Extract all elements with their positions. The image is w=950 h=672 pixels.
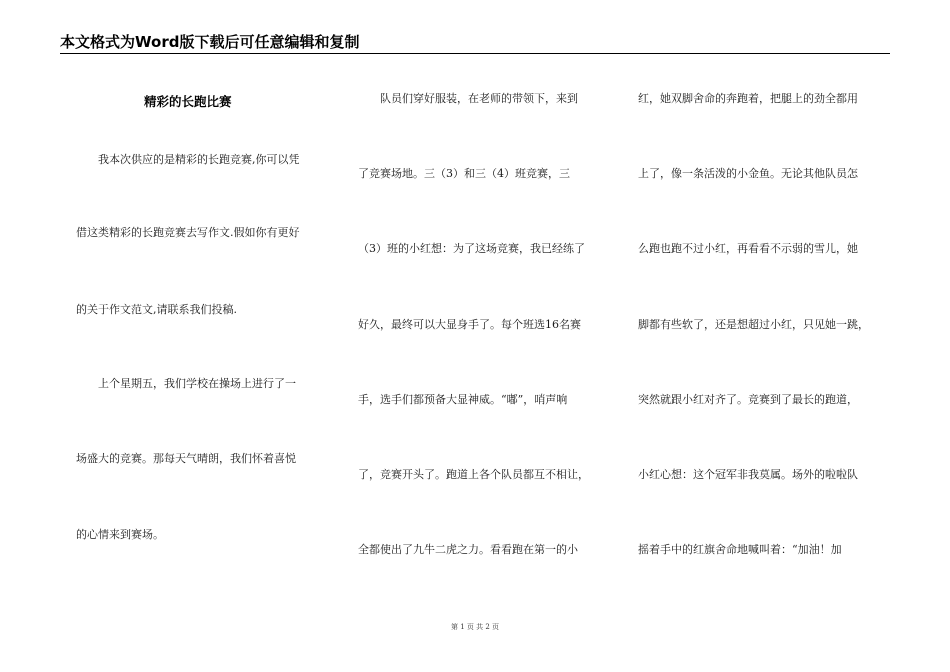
column-3-line: 突然就跟小红对齐了。竞赛到了最长的跑道， (638, 393, 858, 406)
column-2-line: 全都使出了九牛二虎之力。看看跑在第一的小 (358, 543, 578, 556)
column-1-line: 的心情来到赛场。 (76, 528, 164, 541)
column-1-line: 借这类精彩的长跑竞赛去写作文.假如你有更好 (76, 226, 300, 239)
column-3-line: 脚都有些软了，还是想超过小红，只见她一跳， (638, 318, 869, 331)
column-1-line: 我本次供应的是精彩的长跑竞赛,你可以凭 (98, 153, 300, 166)
page-footer (0, 622, 950, 632)
column-1-line: 上个星期五，我们学校在操场上进行了一 (98, 377, 296, 390)
column-3-line: 么跑也跑不过小红，再看看不示弱的雪儿，她 (638, 242, 858, 255)
column-3-line: 红，她双脚舍命的奔跑着，把腿上的劲全都用 (638, 92, 858, 105)
column-2-line: 了竞赛场地。三（3）和三（4）班竞赛，三 (358, 167, 570, 180)
column-1-line: 场盛大的竞赛。那每天气晴朗，我们怀着喜悦 (76, 452, 296, 465)
column-3-line: 上了，像一条活泼的小金鱼。无论其他队员怎 (638, 167, 858, 180)
column-1-line: 的关于作文范文,请联系我们投稿. (76, 303, 237, 316)
column-2-line: （3）班的小红想：为了这场竞赛，我已经练了 (358, 242, 585, 255)
column-2-line: 了，竞赛开头了。跑道上各个队员都互不相让， (358, 468, 589, 481)
text-column-3 (638, 0, 888, 672)
column-2-line: 好久，最终可以大显身手了。每个班选16名赛 (358, 318, 581, 331)
column-2-line: 队员们穿好服装，在老师的带领下，来到 (380, 92, 578, 105)
page-indicator: 第 1 页 共 2 页 (450, 623, 500, 631)
column-3-line: 摇着手中的红旗舍命地喊叫着：“加油！加 (638, 543, 842, 556)
column-3-line: 小红心想：这个冠军非我莫属。场外的啦啦队 (638, 468, 858, 481)
text-column-2 (358, 0, 608, 672)
text-column-1 (76, 0, 326, 672)
header-text: 本文格式为Word版下载后可任意编辑和复制 (60, 33, 360, 51)
column-2-line: 手，选手们都预备大显神威。“嘟”，哨声响 (358, 393, 568, 406)
article-title: 精彩的长跑比赛 (144, 94, 232, 109)
